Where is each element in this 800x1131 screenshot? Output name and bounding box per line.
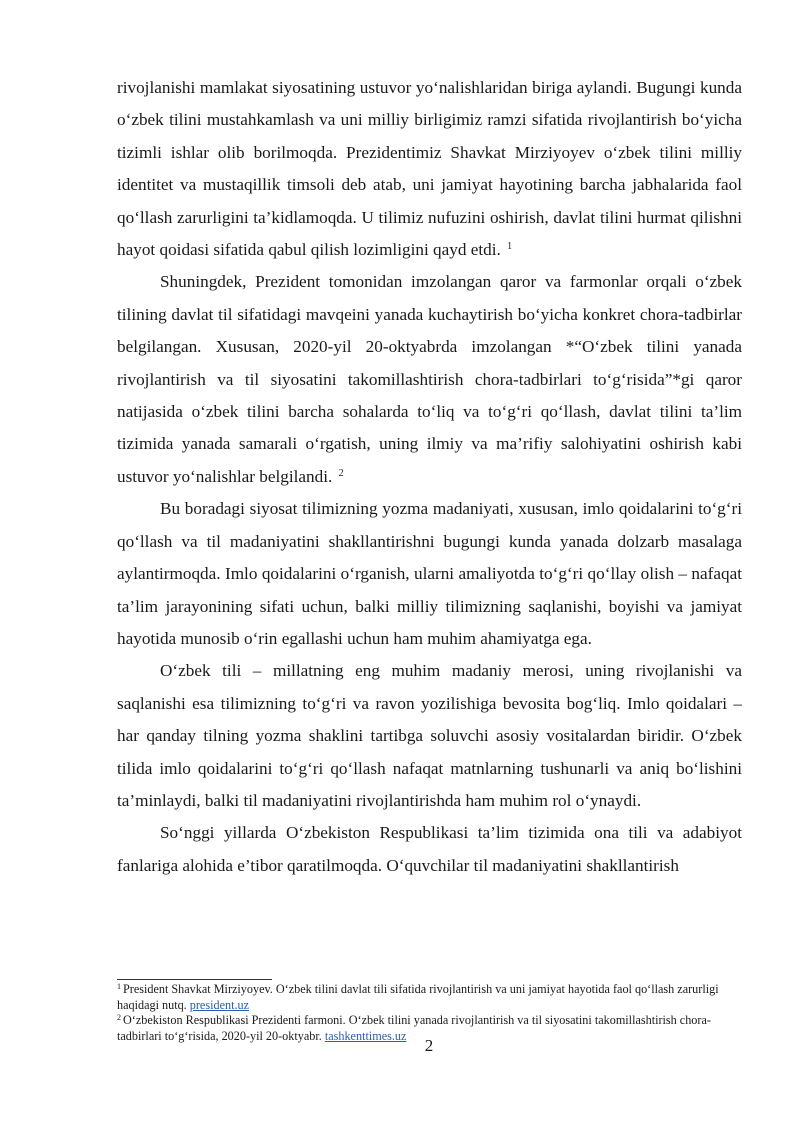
paragraph-continuation — [117, 72, 742, 266]
footnote-text: President Shavkat Mirziyoyev. O‘zbek tilini davlat tili sifatida rivojlantirish va uni jamiyat hayotida faol qo‘llash zarurligi haqidagi nutq. — [117, 982, 719, 1012]
paragraph — [117, 266, 742, 493]
paragraph — [117, 817, 742, 882]
footnote-link[interactable]: president.uz — [189, 997, 250, 1012]
body-text — [117, 72, 742, 882]
footnote — [117, 982, 742, 1013]
footnotes — [117, 982, 742, 1044]
footnote-text: O‘zbekiston Respublikasi Prezidenti farmoni. O‘zbek tilini yanada rivojlantirish va til siyosatini takomillashtirish chora-tadbirlari to‘g‘risida, 2020-yil 20-oktyabr. — [117, 1013, 711, 1043]
paragraph — [117, 655, 742, 817]
footnote-separator — [117, 979, 272, 980]
footnote-link[interactable]: tashkenttimes.uz — [324, 1028, 407, 1043]
footnote-number: 1 — [117, 982, 121, 991]
paragraph-text: So‘nggi yillarda O‘zbekiston Respublikasi ta’lim tizimida ona tili va adabiyot fanlariga alohida e’tibor qaratilmoqda. O‘quvchilar til madaniyatini shakllantirish — [117, 823, 742, 875]
footnote-reference[interactable]: 2 — [338, 467, 344, 479]
paragraph-text: Shuningdek, Prezident tomonidan imzolangan qaror va farmonlar orqali o‘zbek tilining davlat til sifatidagi mavqeini yanada kuchaytirish bo‘yicha konkret chora-tadbirlar belgilangan. Xususan, 2020-yil 20-oktyabrda imzolangan *“O‘zbek tilini yanada rivojlantirish va til siyosatini takomillashtirish chora-tadbirlari to‘g‘risida”*gi qaror natijasida o‘zbek tilini barcha sohalarda to‘liq va to‘g‘ri qo‘llash, davlat tilini ta’lim tizimida yanada samarali o‘rgatish, uning ilmiy va ma’rifiy salohiyatini oshirish kabi ustuvor yo‘nalishlar belgilandi. — [117, 272, 742, 486]
footnote-number: 2 — [117, 1013, 121, 1022]
paragraph-text: Bu boradagi siyosat tilimizning yozma madaniyati, xususan, imlo qoidalarini to‘g‘ri qo‘llash va til madaniyatini shakllantirishni bugungi kunda yanada dolzarb masalaga aylantirmoqda. Imlo qoidalarini o‘rganish, ularni amaliyotda to‘g‘ri qo‘llay olish – nafaqat ta’lim jarayonining sifati uchun, balki milliy tilimizning saqlanishi, boyishi va jamiyat hayotida munosib o‘rin egallashi uchun ham muhim ahamiyatga ega. — [117, 499, 742, 648]
paragraph-text: rivojlanishi mamlakat siyosatining ustuvor yo‘nalishlaridan biriga aylandi. Bugungi kunda o‘zbek tilini mustahkamlash va uni milliy birligimiz ramzi sifatida rivojlantirish bo‘yicha tizimli ishlar olib borilmoqda. Prezidentimiz Shavkat Mirziyoyev o‘zbek tilini milliy identitet va mustaqillik timsoli deb atab, uni jamiyat hayotining barcha jabhalarida faol qo‘llash zarurligini ta’kidlamoqda. U tilimiz nufuzini oshirish, davlat tilini hurmat qilishni hayot qoidasi sifatida qabul qilish lozimligini qayd etdi. — [117, 78, 742, 260]
paragraph — [117, 493, 742, 655]
paragraph-text: O‘zbek tili – millatning eng muhim madaniy merosi, uning rivojlanishi va saqlanishi esa tilimizning to‘g‘ri va ravon yozilishiga bevosita bog‘liq. Imlo qoidalari – har qanday tilning yozma shaklini tartibga soluvchi asosiy vositalardan biridir. O‘zbek tilida imlo qoidalarini to‘g‘ri qo‘llash nafaqat matnlarning tushunarli va aniq bo‘lishini ta’minlaydi, balki til madaniyatini rivojlantirishda ham muhim rol o‘ynaydi. — [117, 661, 742, 810]
page-number: 2 — [424, 1036, 434, 1055]
footnote-reference[interactable]: 1 — [507, 241, 513, 253]
